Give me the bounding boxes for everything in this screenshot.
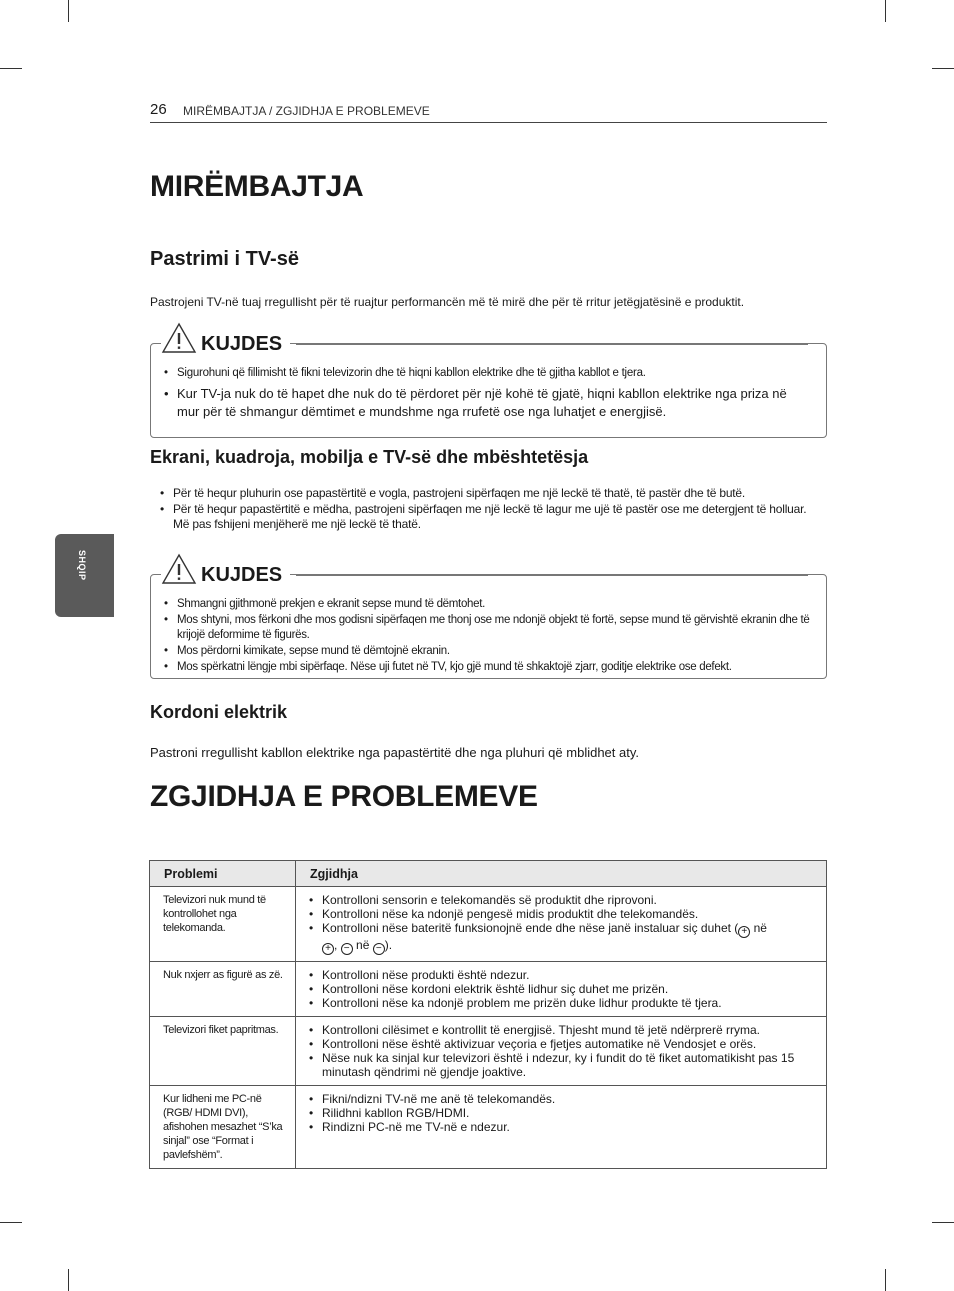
minus-symbol-icon: − [341, 943, 353, 955]
cord-title: Kordoni elektrik [150, 702, 288, 722]
column-header-problem: Problemi [150, 861, 296, 887]
battery-text: Kontrolloni nëse bateritë funksionojnë ende dhe nëse janë instaluar siç duhet ( [322, 921, 739, 935]
solution-item: • Kontrolloni nëse ka ndonjë pengesë midis produktit dhe telekomandës. [309, 907, 814, 921]
caution-item: • Sigurohuni që fillimisht të fikni televizorin dhe të hiqni kabllon elektrike dhe të gjitha kabllot e tjera. [164, 366, 812, 381]
battery-ne: në [356, 938, 370, 952]
battery-comma: , [334, 938, 338, 952]
table-row [150, 1086, 827, 1169]
plus-symbol-icon: + [322, 943, 334, 955]
caution-item: • Shmangni gjithmonë prekjen e ekranit sepse mund të dëmtohet. [164, 597, 814, 612]
solution-item: • Nëse nuk ka sinjal kur televizori është i ndezur, ky i fundit do të fiket automatikisht pas 15 minutash qëndrimi në gjendje joaktive. [309, 1051, 814, 1079]
crop-mark [885, 1269, 886, 1291]
screen-title: Ekrani, kuadroja, mobilja e TV-së dhe mbështetësja [150, 447, 589, 467]
solution-item: • Kontrolloni nëse është aktivizuar veçoria e fjetjes automatike në Vendosjet e orës. [309, 1037, 814, 1051]
page-header [150, 101, 827, 123]
solution-item: • Kontrolloni sensorin e telekomandës së produktit dhe riprovoni. [309, 893, 814, 907]
problem-cell: Kur lidheni me PC-në (RGB/ HDMI DVI), afishohen mesazhet “S’ka sinjal” ose “Format i pavlefshëm”. [150, 1086, 296, 1169]
crop-mark [932, 1222, 954, 1223]
minus-symbol-icon: − [373, 943, 385, 955]
language-tab-label: SHQIP [77, 550, 87, 581]
solution-cell [296, 887, 827, 962]
caution-heading [161, 553, 290, 585]
column-header-solution: Zgjidhja [296, 861, 827, 887]
plus-symbol-icon: + [738, 926, 750, 938]
solution-cell [296, 962, 827, 1017]
cord-text: Pastroni rregullisht kabllon elektrike nga papastërtitë dhe nga pluhuri që mblidhet aty. [150, 745, 639, 760]
problem-cell: Televizori nuk mund të kontrollohet nga telekomanda. [150, 887, 296, 962]
solution-cell [296, 1086, 827, 1169]
cleaning-intro: Pastrojeni TV-në tuaj rregullisht për të ruajtur performancën më të mirë dhe për të rritur jetëgjatësinë e produktit. [150, 295, 745, 309]
caution-heading [161, 322, 290, 354]
problem-cell: Nuk nxjerr as figurë as zë. [150, 962, 296, 1017]
battery-end: ). [384, 938, 393, 952]
warning-triangle-icon [161, 322, 197, 354]
solution-item [309, 921, 814, 955]
solution-item: • Kontrolloni nëse ka ndonjë problem me prizën duke lidhur produkte të tjera. [309, 996, 814, 1010]
crop-mark [68, 0, 69, 22]
troubleshooting-table [149, 860, 827, 1169]
maintenance-title: MIRËMBAJTJA [150, 170, 364, 203]
language-tab [55, 534, 114, 617]
table-row [150, 962, 827, 1017]
crop-mark [885, 0, 886, 22]
crop-mark [932, 68, 954, 69]
crop-mark [0, 1222, 22, 1223]
solution-item: • Fikni/ndizni TV-në me anë të telekomandës. [309, 1092, 814, 1106]
caution-item: • Mos përdorni kimikate, sepse mund të dëmtojnë ekranin. [164, 644, 814, 659]
caution-item: • Mos shtyni, mos fërkoni dhe mos godisni sipërfaqen me thonj ose me ndonjë objekt të fortë, sepse mund të gërvishtë ekranin dhe të krijojë deformime të figurës. [164, 613, 814, 643]
warning-triangle-icon [161, 553, 197, 585]
caution-item: • Mos spërkatni lëngje mbi sipërfaqe. Nëse uji futet në TV, kjo gjë mund të shkaktojë zjarr, goditje elektrike ose defekt. [164, 660, 814, 675]
table-row [150, 887, 827, 962]
troubleshooting-title: ZGJIDHJA E PROBLEMEVE [150, 780, 538, 813]
solution-item: • Rilidhni kabllon RGB/HDMI. [309, 1106, 814, 1120]
solution-item: • Kontrolloni cilësimet e kontrollit të energjisë. Thjesht mund të jetë ndërprerë rryma. [309, 1023, 814, 1037]
solution-item: • Rindizni PC-në me TV-në e ndezur. [309, 1120, 814, 1134]
crop-mark [0, 68, 22, 69]
page-number: 26 [150, 101, 167, 118]
screen-list [160, 486, 825, 532]
caution-box-cleaning [150, 333, 827, 438]
cleaning-title: Pastrimi i TV-së [150, 248, 299, 270]
caution-label: KUJDES [201, 333, 283, 355]
battery-ne: në [753, 921, 767, 935]
caution-box-screen [150, 564, 827, 679]
list-item: • Për të hequr pluhurin ose papastërtitë e vogla, pastrojeni sipërfaqen me një leckë të thatë, të pastër dhe të butë. [160, 486, 825, 501]
caution-item: • Kur TV-ja nuk do të hapet dhe nuk do të përdoret për një kohë të gjatë, hiqni kabllon elektrike nga priza në mur për të shmangur dëmtimet e mundshme nga rrufetë ose nga luhatjet e energjisë. [164, 385, 812, 421]
list-item: • Për të hequr papastërtitë e mëdha, pastrojeni sipërfaqen me një leckë të lagur me ujë të pastër ose me detergjent të holluar. Më pas fshijeni menjëherë me një leckë të thatë. [160, 502, 825, 532]
crop-mark [68, 1269, 69, 1291]
section-title: MIRËMBAJTJA / ZGJIDHJA E PROBLEMEVE [183, 104, 430, 118]
caution-label: KUJDES [201, 564, 283, 586]
table-row [150, 1017, 827, 1086]
solution-item: • Kontrolloni nëse produkti është ndezur. [309, 968, 814, 982]
problem-cell: Televizori fiket papritmas. [150, 1017, 296, 1086]
table-header-row [150, 861, 827, 887]
solution-item: • Kontrolloni nëse kordoni elektrik është lidhur siç duhet me prizën. [309, 982, 814, 996]
solution-cell [296, 1017, 827, 1086]
